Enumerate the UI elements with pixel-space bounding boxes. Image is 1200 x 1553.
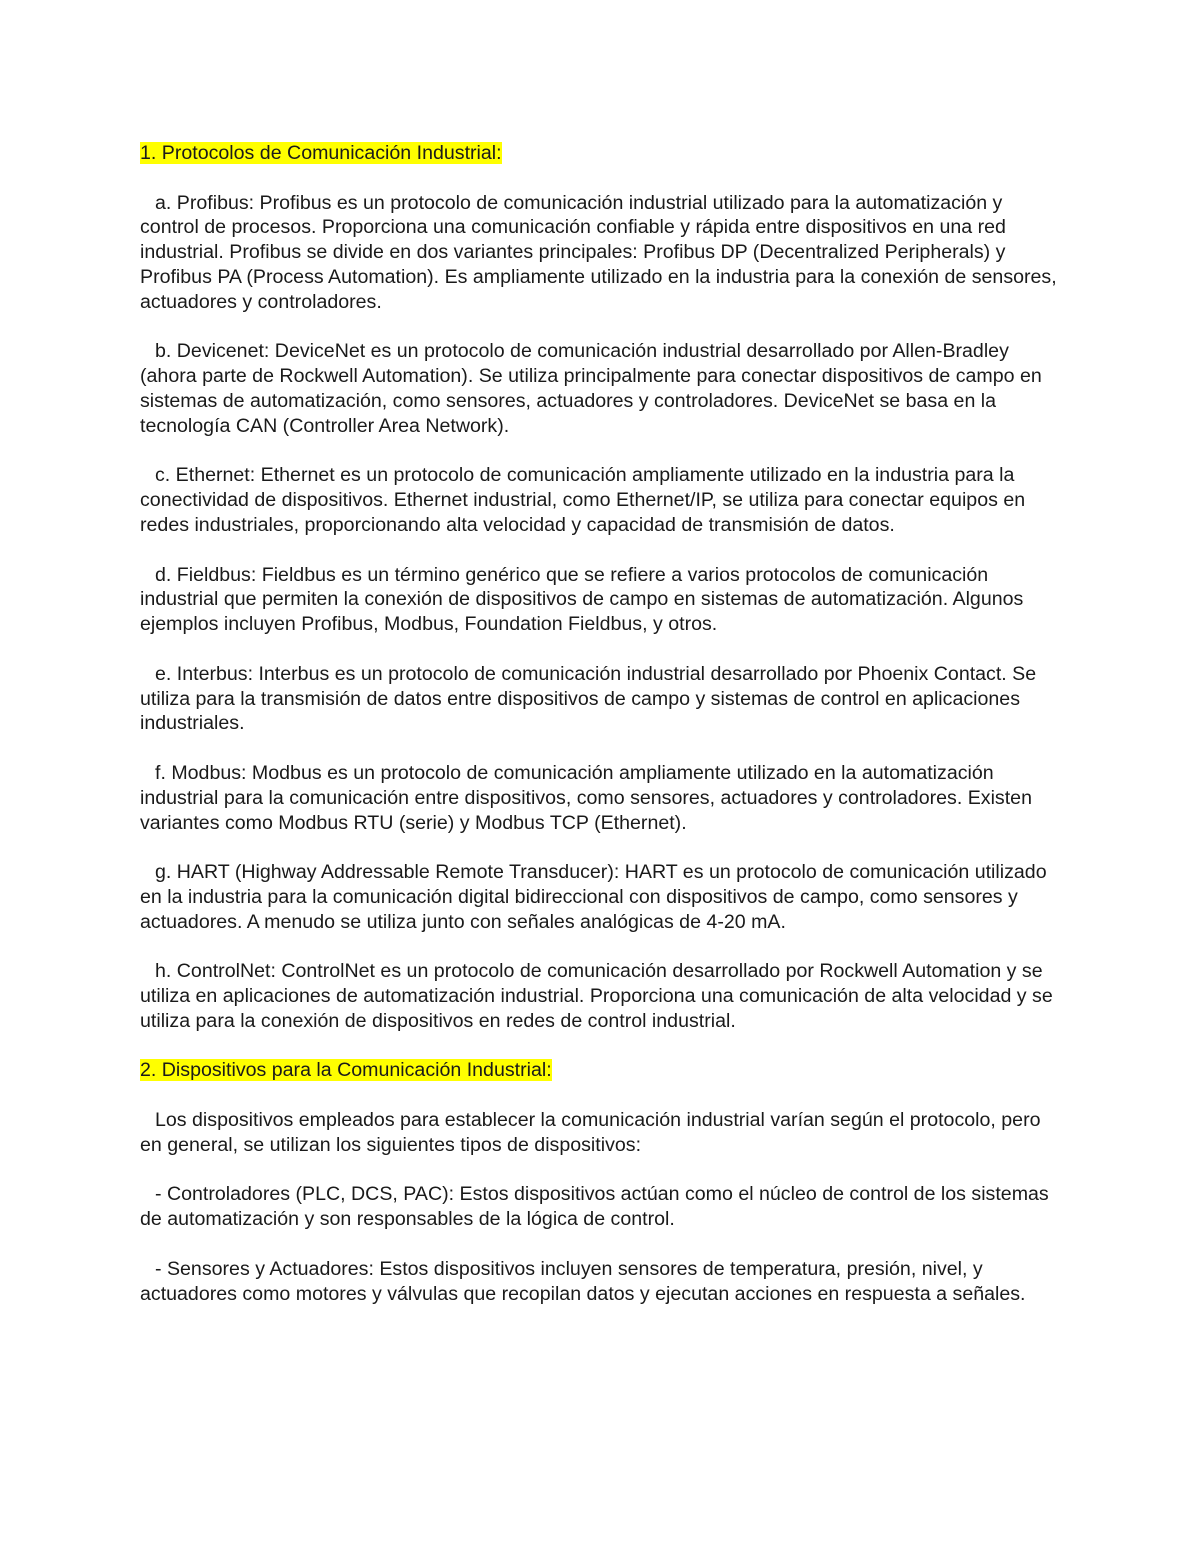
paragraph-intro xyxy=(140,1108,1060,1158)
paragraph-text: f. Modbus: Modbus es un protocolo de comunicación ampliamente utilizado en la automatización industrial para la comunicación entre dispositivos, como sensores, actuadores y controladores. Existen variantes como Modbus RTU (serie) y Modbus TCP (Ethernet). xyxy=(140,761,1032,834)
section-heading-dispositivos xyxy=(140,1058,1060,1083)
paragraph-text: c. Ethernet: Ethernet es un protocolo de comunicación ampliamente utilizado en la industria para la conectividad de dispositivos. Ethernet industrial, como Ethernet/IP, se utiliza para conectar equipos en redes industriales, proporcionando alta velocidad y capacidad de transmisión de datos. xyxy=(140,464,1026,536)
section-heading-text: 2. Dispositivos para la Comunicación Industrial: xyxy=(140,1059,552,1082)
paragraph-text: g. HART (Highway Addressable Remote Transducer): HART es un protocolo de comunicación utilizado en la industria para la comunicación digital bidireccional con dispositivos de campo, como sensores y actuadores. A menudo se utiliza junto con señales analógicas de 4-20 mA. xyxy=(140,861,1047,933)
paragraph-fieldbus xyxy=(140,563,1060,637)
paragraph-text: - Sensores y Actuadores: Estos dispositivos incluyen sensores de temperatura, presión, nivel, y actuadores como motores y válvulas que recopilan datos y ejecutan acciones en respuesta a señales. xyxy=(140,1257,1026,1305)
paragraph-sensores-actuadores xyxy=(140,1257,1060,1307)
paragraph-devicenet xyxy=(140,339,1060,438)
paragraph-text: b. Devicenet: DeviceNet es un protocolo de comunicación industrial desarrollado por Allen-Bradley (ahora parte de Rockwell Automation). Se utiliza principalmente para conectar dispositivos de campo en sistemas de automatización, como sensores, actuadores y controladores. DeviceNet se basa en la tecnología CAN (Controller Area Network). xyxy=(140,340,1042,437)
paragraph-text: d. Fieldbus: Fieldbus es un término genérico que se refiere a varios protocolos de comunicación industrial que permiten la conexión de dispositivos de campo en sistemas de automatización. Algunos ejemplos incluyen Profibus, Modbus, Foundation Fieldbus, y otros. xyxy=(140,563,1024,636)
paragraph-text: Los dispositivos empleados para establecer la comunicación industrial varían según el protocolo, pero en general, se utilizan los siguientes tipos de dispositivos: xyxy=(140,1109,1041,1156)
paragraph-controlnet xyxy=(140,959,1060,1033)
paragraph-text: a. Profibus: Profibus es un protocolo de comunicación industrial utilizado para la automatización y control de procesos. Proporciona una comunicación confiable y rápida entre dispositivos en una red industrial. Profibus se divide en dos variantes principales: Profibus DP (Decentralized Peripherals) y Profibus PA (Process Automation). Es ampliamente utilizado en la industria para la conexión de sensores, actuadores y controladores. xyxy=(140,191,1057,313)
paragraph-hart xyxy=(140,860,1060,934)
paragraph-modbus xyxy=(140,761,1060,835)
paragraph-profibus xyxy=(140,191,1060,315)
paragraph-interbus xyxy=(140,662,1060,736)
document-body xyxy=(140,141,1060,1331)
paragraph-text: h. ControlNet: ControlNet es un protocolo de comunicación desarrollado por Rockwell Automation y se utiliza en aplicaciones de automatización industrial. Proporciona una comunicación de alta velocidad y se utiliza para la conexión de dispositivos en redes de control industrial. xyxy=(140,960,1053,1032)
paragraph-text: e. Interbus: Interbus es un protocolo de comunicación industrial desarrollado por Phoenix Contact. Se utiliza para la transmisión de datos entre dispositivos de campo y sistemas de control en aplicaciones industriales. xyxy=(140,662,1037,735)
section-heading-protocolos xyxy=(140,141,1060,166)
paragraph-controladores xyxy=(140,1182,1060,1232)
section-heading-text: 1. Protocolos de Comunicación Industrial: xyxy=(140,142,502,164)
paragraph-ethernet xyxy=(140,463,1060,537)
paragraph-text: - Controladores (PLC, DCS, PAC): Estos dispositivos actúan como el núcleo de control de los sistemas de automatización y son responsables de la lógica de control. xyxy=(140,1183,1049,1231)
